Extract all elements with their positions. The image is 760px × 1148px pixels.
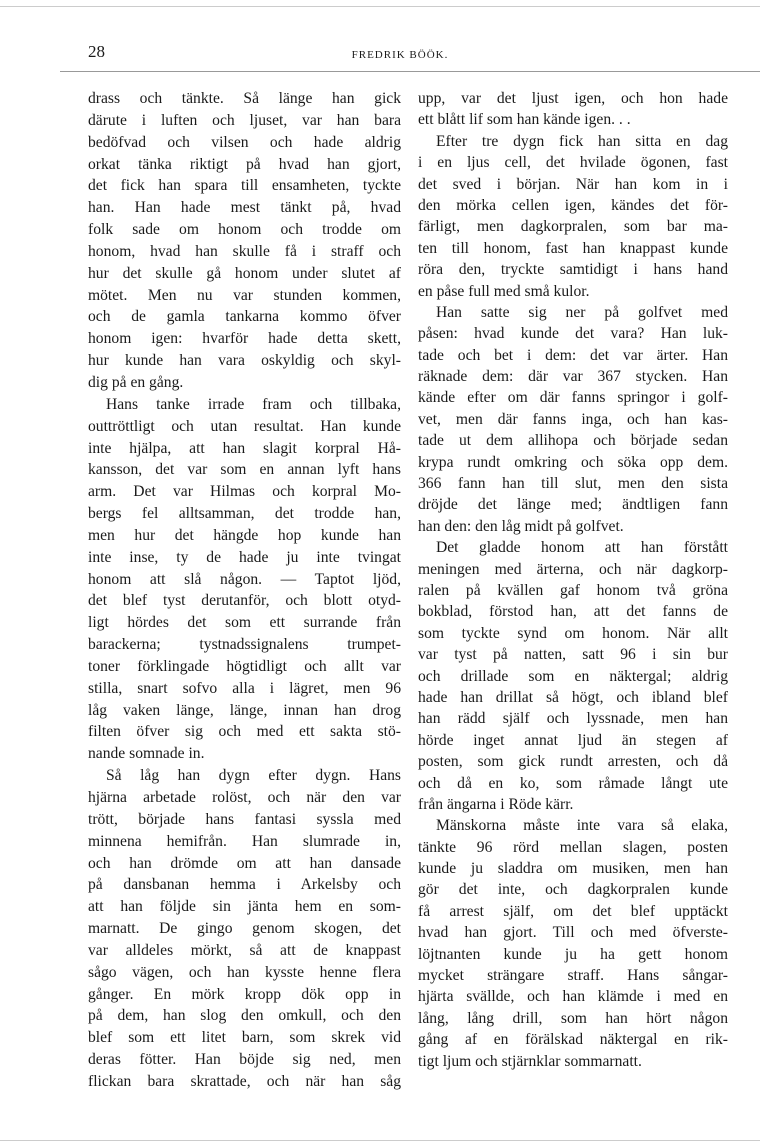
text-line: i en ljus cell, det hvilade ögonen, fast <box>418 154 728 172</box>
text-line: inte hjälpa, att han slagit korpral Hå- <box>88 439 401 457</box>
text-line: löjtnanten kunde ju ha gett honom <box>418 945 728 963</box>
text-line: färligt, men dagkorpralen, som bar ma- <box>418 218 728 236</box>
right-column <box>418 88 728 1072</box>
text-line: honom att slå någon. — Taptot ljöd, <box>88 570 401 588</box>
text-line: hjärna arbetade rolöst, och när den var <box>88 789 401 806</box>
text-line: stilla, snart sofvo alla i lägret, men 96 <box>88 679 401 697</box>
text-line: Så låg han dygn efter dygn. Hans <box>106 767 401 785</box>
text-line: folk sade om honom och trodde om <box>88 221 401 239</box>
text-line: toner förklingade högtidligt och allt var <box>88 657 401 675</box>
text-line: ett blått lif som han kände igen. . . <box>418 111 631 129</box>
text-line: hjärta svällde, och han klämde i med en <box>418 988 728 1006</box>
text-line: drass och tänkte. Så länge han gick <box>88 90 401 107</box>
text-line: och han drömde om att han dansade <box>88 854 401 872</box>
text-line: räknade dem: där var 367 stycken. Han <box>418 368 728 386</box>
text-line: Hans tanke irrade fram och tillbaka, <box>106 395 401 413</box>
text-line: marnatt. De gingo genom skogen, det <box>88 920 401 938</box>
text-line: filten öfver sig och med ett sakta stö- <box>88 723 401 741</box>
text-line: flickan bara skrattade, och när han såg <box>88 1072 401 1090</box>
text-line: var alldeles mörkt, så att de knappast <box>88 941 401 959</box>
text-line: Efter tre dygn fick han sitta en dag <box>436 132 728 150</box>
text-line: orkat tänka riktigt på hvad han gjort, <box>88 155 401 173</box>
text-line: bergs fel alltsamman, det trodde han, <box>88 505 401 523</box>
text-line: hade han drillat så högt, och ibland blef <box>418 688 728 706</box>
running-head: FREDRIK BÖÖK. <box>351 49 449 61</box>
text-line: upp, var det ljust igen, och hon hade <box>418 90 728 107</box>
text-line: ten till honom, fast han knappast kunde <box>418 239 728 257</box>
text-line: tigt ljum och stjärnklar sommarnatt. <box>418 1052 642 1070</box>
text-line: arm. Det var Hilmas och korpral Mo- <box>88 483 401 501</box>
text-line: på dem, han slog den omkull, och den <box>88 1007 401 1025</box>
text-line: som tyckte synd om honom. När allt <box>418 624 728 642</box>
text-line: barackerna; tystnadssignalens trumpet- <box>88 636 401 654</box>
text-line: lång, lång drill, som han hört någon <box>418 1009 728 1027</box>
text-line: låg vaken länge, länge, innan han drog <box>88 701 401 719</box>
text-line: mötet. Men nu var stunden kommen, <box>88 286 401 304</box>
text-line: från ängarna i Röde kärr. <box>418 795 574 813</box>
text-line: Han satte sig ner på golfvet med <box>436 303 728 321</box>
text-line: tade och bet i dem: det var ärter. Han <box>418 346 728 364</box>
text-line: ralen på kvällen gaf honom två gröna <box>418 581 728 599</box>
text-line: han den: den låg midt på golfvet. <box>418 517 624 535</box>
text-line: det fick han spara till ensamheten, tyckte <box>88 177 401 195</box>
text-line: gång af en förälskad näktergal en rik- <box>418 1031 728 1049</box>
text-line: blef som ett litet barn, som skrek vid <box>88 1029 401 1047</box>
text-line: därute i luften och ljuset, var han bara <box>88 111 401 129</box>
text-line: honom igen: hvarför hade detta skett, <box>88 330 401 348</box>
text-line: meningen med ärterna, och när dagkorp- <box>418 560 728 578</box>
text-line: tade ut dem allihopa och började sedan <box>418 432 728 450</box>
text-line: den mörka cellen igen, kändes det för- <box>418 196 728 214</box>
text-line: han. Han hade mest tänkt på, hvad <box>88 199 401 217</box>
text-line: Det gladde honom att han förstått <box>436 539 728 557</box>
text-line: bokblad, förstod han, att det fanns de <box>418 603 728 621</box>
text-line: men hur det hängde hop kunde han <box>88 526 401 544</box>
text-line: sågo vägen, och han kysste henne flera <box>88 963 401 981</box>
text-line: gör det inte, och dagkorpralen kunde <box>418 881 728 899</box>
text-line: det sved i början. När han kom in i <box>418 175 728 193</box>
text-line: kunde ju sladdra om musiken, men han <box>418 860 728 878</box>
text-line: och drillade som en näktergal; aldrig <box>418 667 728 685</box>
text-line: bedöfvad och vilsen och hade aldrig <box>88 133 401 151</box>
text-line: trött, började hans fantasi syssla med <box>88 810 401 828</box>
text-line: deras fötter. Han böjde sig ned, men <box>88 1051 401 1069</box>
text-line: hur det skulle gå honom under slutet af <box>88 264 401 282</box>
text-line: dröjde det länge med; ändtligen fann <box>418 496 728 514</box>
left-column <box>88 88 401 1093</box>
text-line: det blef tyst derutanför, och blott otyd- <box>88 592 401 610</box>
scan-edge-top <box>0 6 760 7</box>
text-line: minnena hemifrån. Han slumrade in, <box>88 832 401 850</box>
text-line: outtröttligt och utan resultat. Han kunde <box>88 417 401 435</box>
text-line: vet, men där fanns inga, och han kas- <box>418 410 728 428</box>
text-line: Mänskorna måste inte vara så elaka, <box>436 817 728 835</box>
text-line: 366 fann han till slut, men den sista <box>418 475 728 493</box>
text-line: påsen: hvad kunde det vara? Han luk- <box>418 325 728 343</box>
text-line: kände efter om där fanns springor i golf- <box>418 389 728 407</box>
text-line: nande somnade in. <box>88 745 205 763</box>
text-line: tänkte 96 rörd mellan slagen, posten <box>418 838 728 856</box>
text-line: hur kunde han vara oskyldig och skyl- <box>88 352 401 370</box>
text-line: hvad han gjort. Till och med öfverste- <box>418 924 728 942</box>
text-line: att han följde sin jänta hem en som- <box>88 898 401 916</box>
text-line: inte inse, ty de hade ju inte tvingat <box>88 548 401 566</box>
text-line: kansson, det var som en annan lyft hans <box>88 461 401 479</box>
text-line: på dansbanan hemma i Arkelsby och <box>88 876 401 894</box>
text-line: röra den, tryckte samtidigt i hans hand <box>418 261 728 279</box>
text-line: honom, hvad han skulle få i straff och <box>88 242 401 260</box>
text-line: gånger. En mörk kropp dök opp in <box>88 985 401 1003</box>
text-line: och de gamla tankarna kommo öfver <box>88 308 401 326</box>
text-line: dig på en gång. <box>88 373 184 391</box>
page-number: 28 <box>88 42 105 61</box>
text-line: en påse full med små kulor. <box>418 282 590 300</box>
text-line: ligt hördes det som ett surrande från <box>88 614 401 632</box>
text-line: han rädd själf och lyssnade, men han <box>418 710 728 728</box>
text-line: posten, som gick rundt arresten, och då <box>418 753 728 771</box>
text-line: och då en ko, som råmade långt ute <box>418 774 728 792</box>
text-line: mycket strängare straff. Hans sångar- <box>418 967 728 985</box>
header-rule <box>60 71 760 72</box>
text-line: hörde inget annat ljud än stegen af <box>418 731 728 749</box>
text-line: få arrest själf, om det blef upptäckt <box>418 902 728 920</box>
text-line: krypa rundt omkring och söka opp dem. <box>418 453 728 471</box>
text-line: var tyst på natten, satt 96 i sin bur <box>418 646 728 664</box>
scan-edge-bottom <box>0 1140 760 1141</box>
